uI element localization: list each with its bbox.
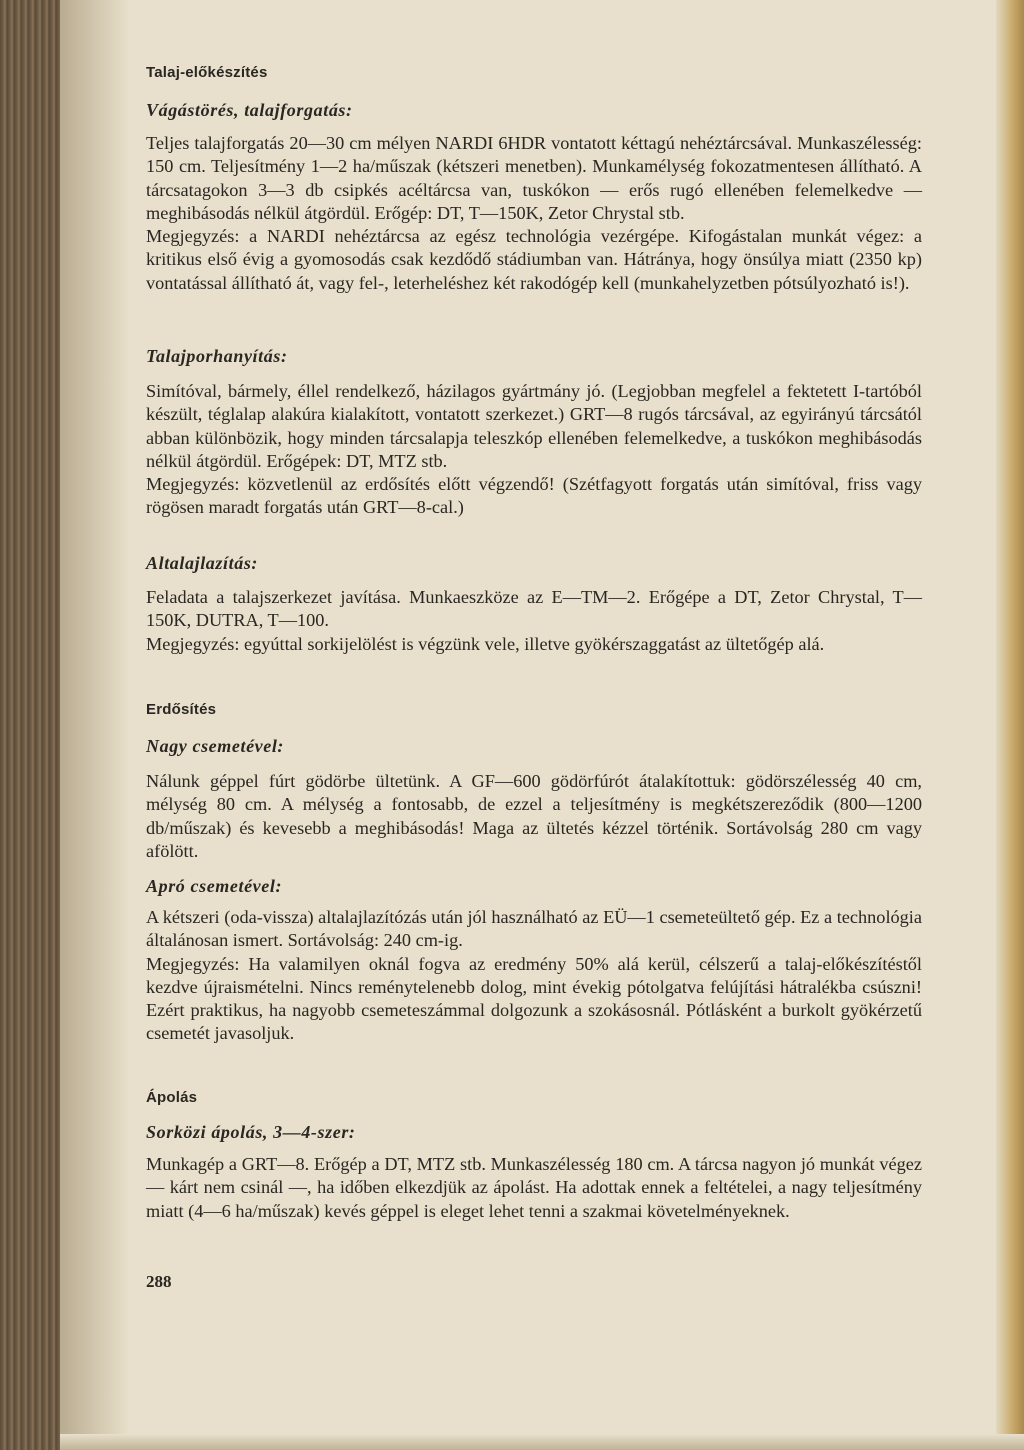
subsection-heading: Vágástörés, talajforgatás:	[146, 100, 353, 120]
section-heading: Talaj-előkészítés	[146, 64, 268, 81]
subsection-heading: Talajporhanyítás:	[146, 346, 288, 366]
paragraph-text: Simítóval, bármely, éllel rendelkező, házilagos gyártmány jó. (Legjobban megfelel a fektetett I-tartóból készült, téglalap alakúra kialakított, vontatott szerkezet.) GRT—8 rugós tárcsával, az egyirányú tárcsától abban különbözik, hogy minden tárcsalapja teleszkóp ellenében felemelkedve, a tuskókon meghibásodás nélkül átgördül. Erőgépek: DT, MTZ stb.	[146, 381, 922, 471]
subsection-heading: Apró csemetével:	[146, 876, 283, 896]
subsection-heading: Sorközi ápolás, 3—4-szer:	[146, 1122, 356, 1142]
paragraph-text: Megjegyzés: Ha valamilyen oknál fogva az eredmény 50% alá kerül, célszerű a talaj-előkészítéstől kezdve újraismételni. Nincs reménytelenebb dolog, mint évekig pótolgatva felújítási hátralékba csúszni! Ezért praktikus, ha nagyobb csemeteszámmal dolgozunk a szokásosnál. Pótlásként a burkolt gyökérzetű csemetét javasoljuk.	[146, 953, 922, 1044]
paragraph-text: Teljes talajforgatás 20—30 cm mélyen NARDI 6HDR vontatott kéttagú nehéztárcsával. Munkaszélesség: 150 cm. Teljesítmény 1—2 ha/műszak (kétszeri menetben). Munkamélység fokozatmentesen állítható. A tárcsatagokon 3—3 db csipkés acéltárcsa van, tuskókon — erős rugó ellenében felemelkedve — meghibásodás nélkül átgördül. Erőgép: DT, T—150K, Zetor Chrystal stb.	[146, 133, 922, 223]
paragraph	[146, 380, 922, 520]
paragraph	[146, 906, 922, 1046]
paragraph-text: Megjegyzés: a NARDI nehéztárcsa az egész technológia vezérgépe. Kifogástalan munkát végez: a kritikus első évig a gyomosodás csak kezdődő stádiumban van. Hátránya, hogy önsúlya miatt (2350 kp) vontatással állítható át, vagy fel-, leterheléshez két rakodógép kell (munkahelyzetben pótsúlyozható is!).	[146, 226, 922, 293]
paragraph-text: Feladata a talajszerkezet javítása. Munkaeszköze az E—TM—2. Erőgépe a DT, Zetor Chrystal, T—150K, DUTRA, T—100.	[146, 587, 922, 631]
page-gutter	[60, 0, 130, 1450]
section-heading: Ápolás	[146, 1089, 198, 1106]
paragraph-text: Nálunk géppel fúrt gödörbe ültetünk. A GF—600 gödörfúrót átalakítottuk: gödörszélesség 40 cm, mélység 80 cm. A mélység a fontosabb, de ezzel a teljesítmény is megkétszereződik (800—1200 db/műszak) és kevesebb a meghibásodás! Maga az ültetés kézzel történik. Sortávolság 280 cm vagy afölött.	[146, 771, 922, 861]
paragraph-text: Munkagép a GRT—8. Erőgép a DT, MTZ stb. Munkaszélesség 180 cm. A tárcsa nagyon jó munkát végez — kárt nem csinál —, ha időben elkezdjük az ápolást. Ha adottak ennek a feltételei, a nagy teljesítmény miatt (4—6 ha/műszak) kevés géppel is eleget lehet tenni a szakmai követelményeknek.	[146, 1154, 922, 1221]
paragraph-text: A kétszeri (oda-vissza) altalajlazítózás után jól használható az EÜ—1 csemeteültető gép. Ez a technológia általánosan ismert. Sortávolság: 240 cm-ig.	[146, 907, 922, 951]
book-binding	[0, 0, 60, 1450]
paragraph-text: Megjegyzés: egyúttal sorkijelölést is végzünk vele, illetve gyökérszaggatást az ültetőgép alá.	[146, 633, 825, 654]
subsection-heading: Nagy csemetével:	[146, 736, 285, 756]
page-number: 288	[146, 1272, 172, 1291]
paragraph	[146, 132, 922, 295]
subsection-heading: Altalajlazítás:	[146, 553, 259, 573]
page-bottom-edge	[60, 1434, 1024, 1450]
paragraph-text: Megjegyzés: közvetlenül az erdősítés előtt végzendő! (Szétfagyott forgatás után simítóval, friss vagy rögösen maradt forgatás után GRT—8-cal.)	[146, 474, 922, 518]
paragraph	[146, 770, 922, 863]
paragraph	[146, 586, 922, 656]
section-heading: Erdősítés	[146, 701, 217, 718]
paragraph	[146, 1153, 922, 1223]
page-fore-edge	[996, 0, 1024, 1450]
